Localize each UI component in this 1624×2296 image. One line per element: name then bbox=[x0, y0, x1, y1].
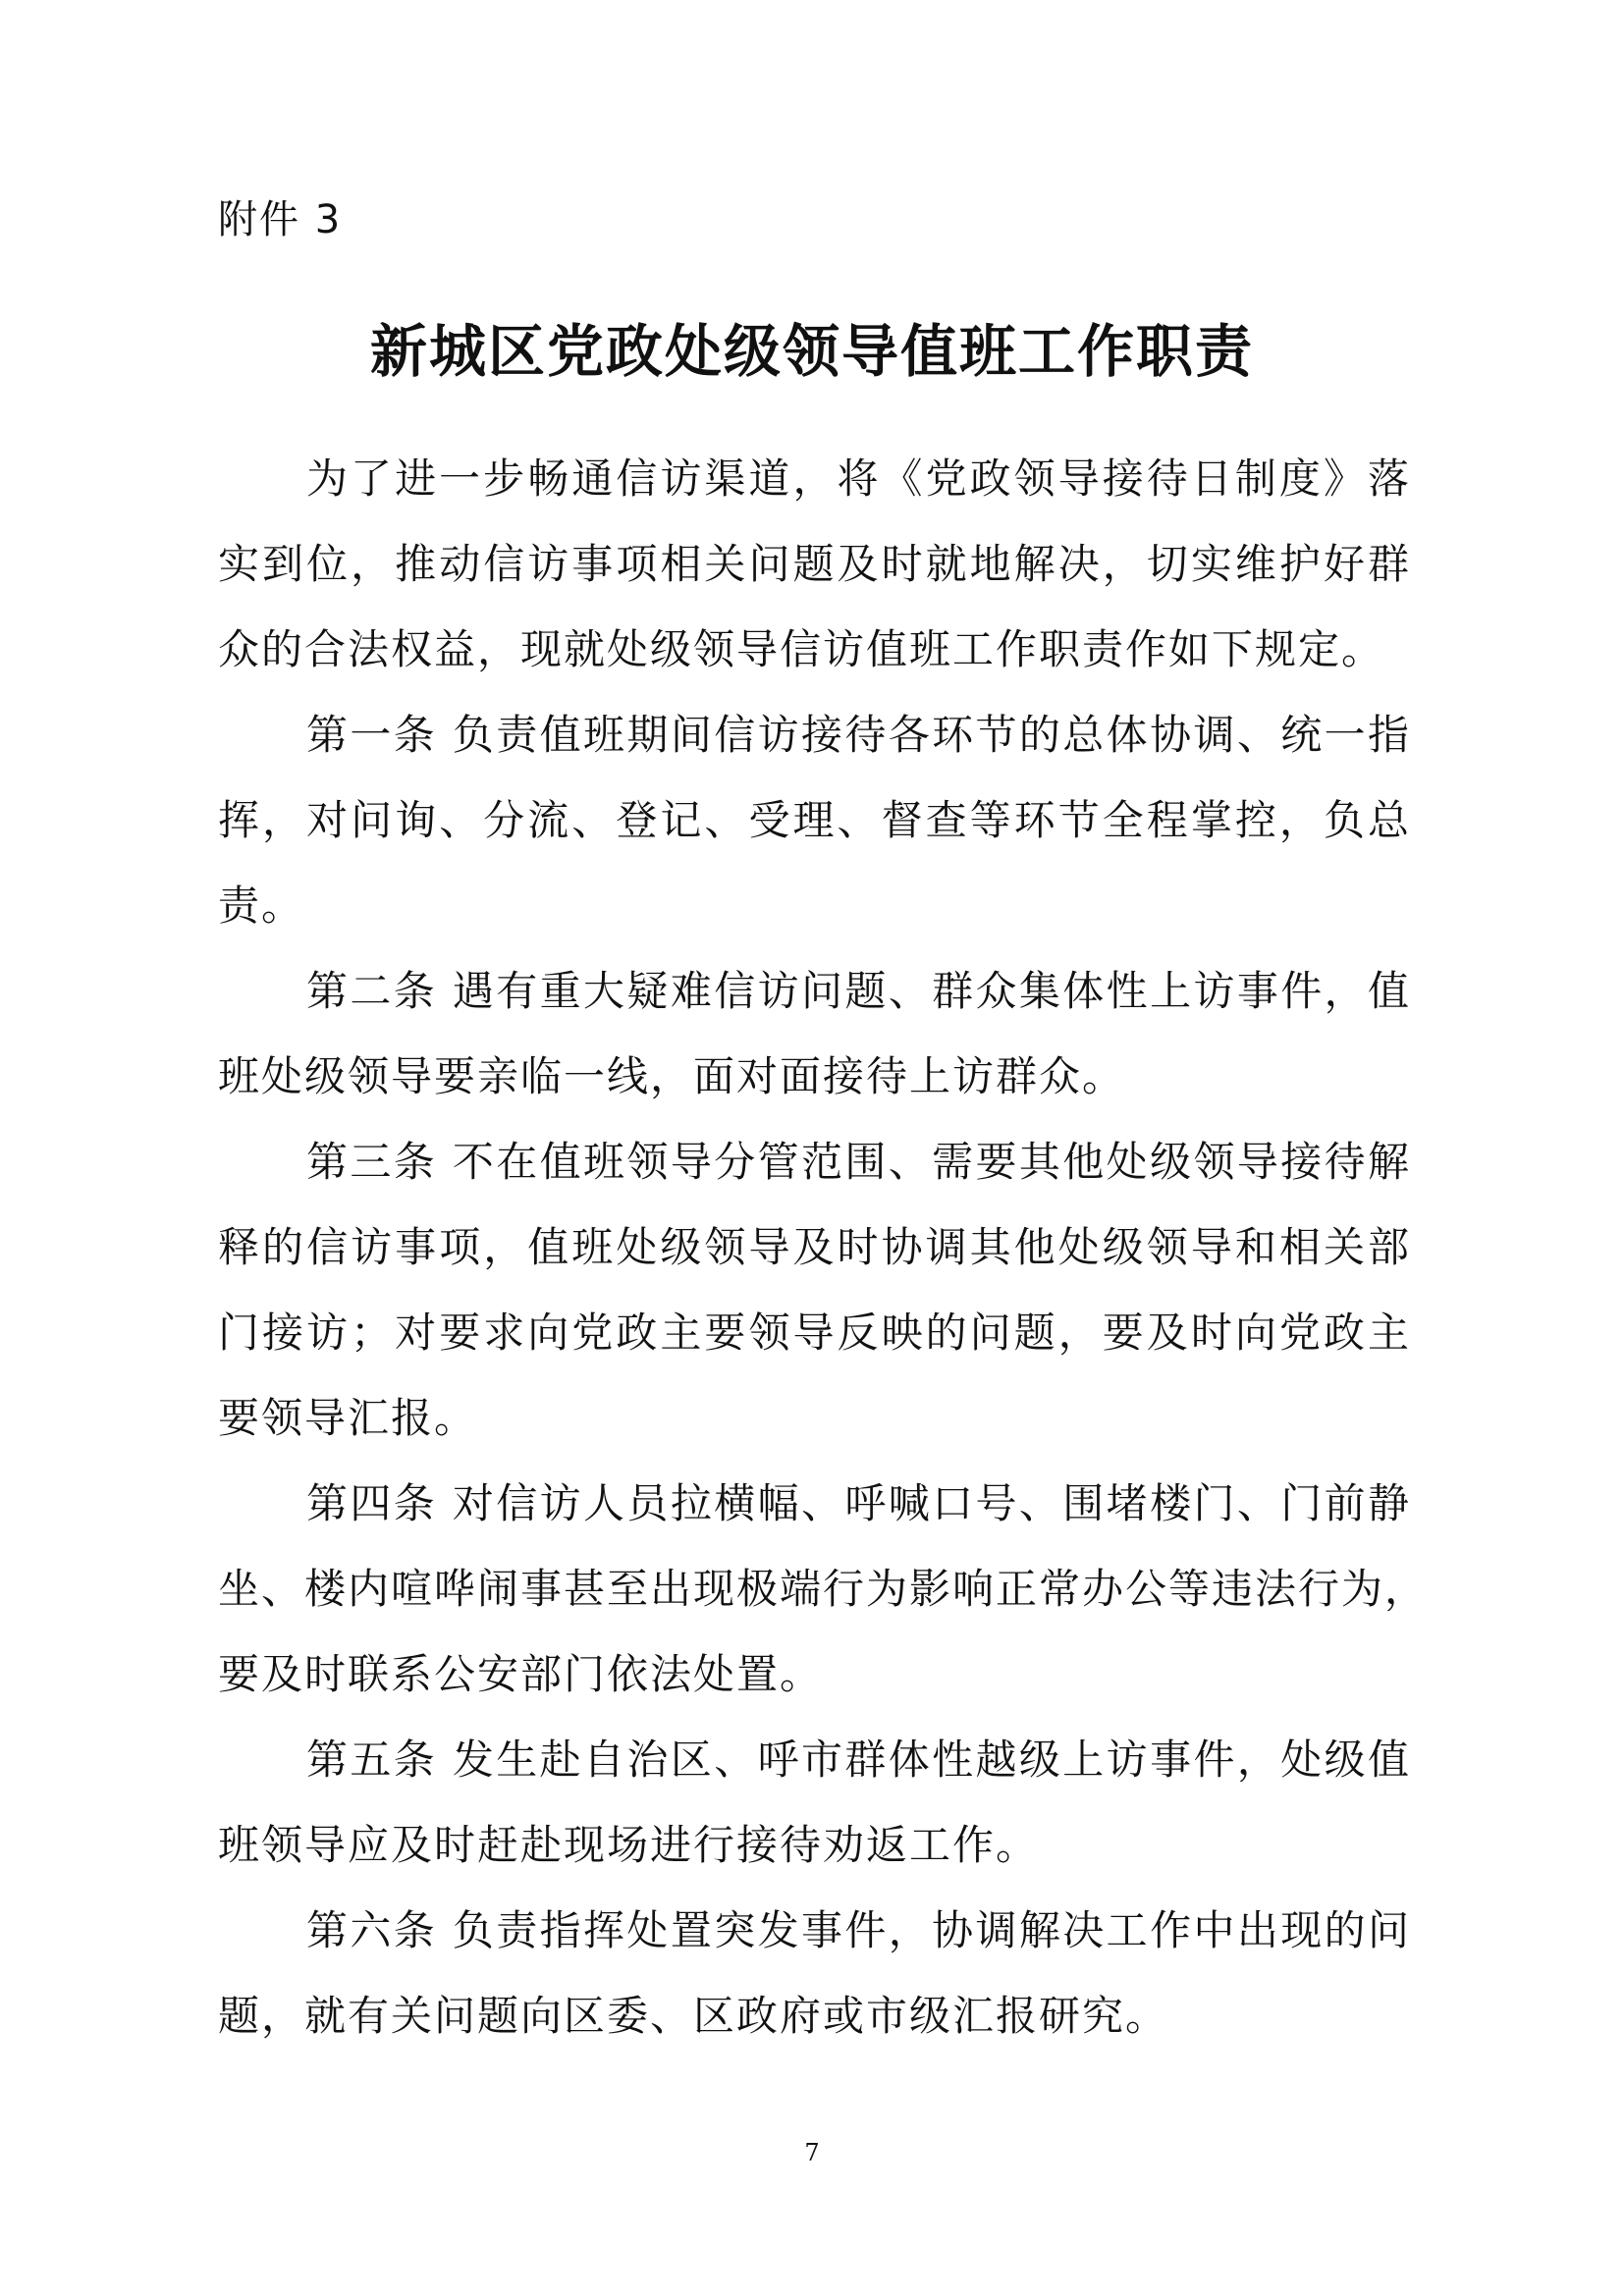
text-line: 第三条 不在值班领导分管范围、需要其他处级领导接待解 bbox=[306, 1138, 1411, 1186]
text-line: 班处级领导要亲临一线，面对面接待上访群众。 bbox=[218, 1052, 1126, 1100]
text-line: 门接访；对要求向党政主要领导反映的问题，要及时向党政主 bbox=[218, 1308, 1411, 1357]
page-number: 7 bbox=[804, 2139, 820, 2166]
intro-paragraph bbox=[218, 436, 1411, 692]
text-line: 释的信访事项，值班处级领导及时协调其他处级领导和相关部 bbox=[218, 1223, 1411, 1271]
text-line: 挥，对问询、分流、登记、受理、督查等环节全程掌控，负总 bbox=[218, 796, 1411, 844]
article-2-paragraph bbox=[218, 948, 1411, 1119]
text-line: 班领导应及时赶赴现场进行接待劝返工作。 bbox=[218, 1821, 1040, 1869]
text-line: 要及时联系公安部门依法处置。 bbox=[218, 1650, 824, 1698]
text-line: 第六条 负责指挥处置突发事件，协调解决工作中出现的问 bbox=[306, 1906, 1411, 1954]
text-line: 要领导汇报。 bbox=[218, 1394, 478, 1442]
text-line: 第二条 遇有重大疑难信访问题、群众集体性上访事件，值 bbox=[306, 967, 1411, 1015]
page-title: 新城区党政处级领导值班工作职责 bbox=[369, 318, 1254, 385]
article-3-paragraph bbox=[218, 1119, 1411, 1461]
article-5-paragraph bbox=[218, 1717, 1411, 1888]
text-line: 第五条 发生赴自治区、呼市群体性越级上访事件，处级值 bbox=[306, 1735, 1411, 1784]
text-line: 第四条 对信访人员拉横幅、呼喊口号、围堵楼门、门前静 bbox=[306, 1479, 1411, 1527]
text-line: 众的合法权益，现就处级领导信访值班工作职责作如下规定。 bbox=[218, 625, 1385, 673]
document-body bbox=[218, 436, 1429, 2058]
article-6-paragraph bbox=[218, 1888, 1411, 2058]
text-line: 责。 bbox=[218, 881, 305, 930]
attachment-label: 附件 3 bbox=[218, 197, 343, 242]
text-line: 实到位，推动信访事项相关问题及时就地解决，切实维护好群 bbox=[218, 540, 1411, 588]
text-line: 第一条 负责值班期间信访接待各环节的总体协调、统一指 bbox=[306, 711, 1411, 759]
text-line: 坐、楼内喧哗闹事甚至出现极端行为影响正常办公等违法行为， bbox=[218, 1565, 1429, 1613]
article-1-paragraph bbox=[218, 692, 1411, 948]
text-line: 题，就有关问题向区委、区政府或市级汇报研究。 bbox=[218, 1992, 1169, 2040]
article-4-paragraph bbox=[218, 1461, 1429, 1717]
text-line: 为了进一步畅通信访渠道，将《党政领导接待日制度》落 bbox=[306, 454, 1411, 503]
